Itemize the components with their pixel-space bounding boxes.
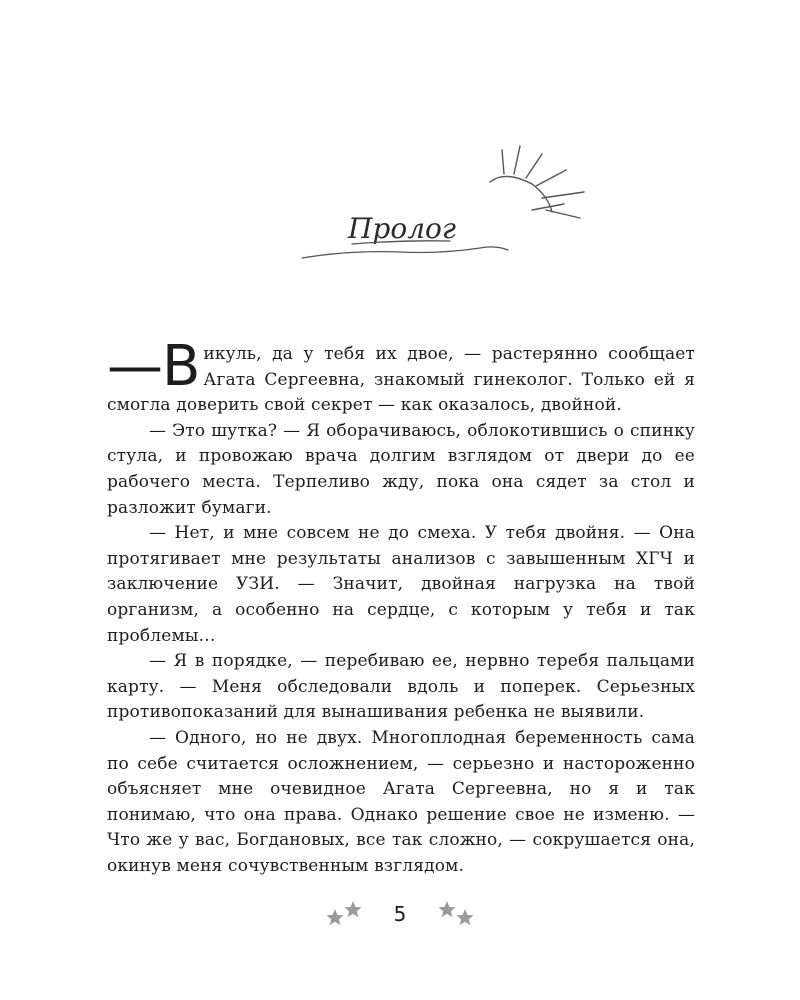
paragraph bbox=[107, 334, 695, 419]
star-icon bbox=[326, 909, 343, 925]
page-footer bbox=[0, 896, 800, 932]
drop-cap: —В bbox=[107, 334, 200, 399]
left-star-ornament bbox=[323, 899, 367, 929]
sun-rays-icon bbox=[490, 146, 584, 218]
paragraph: — Я в порядке, — перебиваю ее, нервно теребя пальцами карту. — Меня обследовали вдоль и поперек. Серьезных противопоказаний для вынашивания ребенка не выявили. bbox=[107, 651, 695, 723]
paragraph: — Нет, и мне совсем не до смеха. У тебя двойня. — Она протягивает мне результаты анализов с завышенным ХГЧ и заключение УЗИ. — Значит, двойная нагрузка на твой организм, а особенно на сердце, с которым у тебя и так проблемы… bbox=[107, 523, 695, 646]
star-icon bbox=[439, 901, 456, 917]
page-number: 5 bbox=[393, 902, 407, 926]
paragraph-text: икуль, да у тебя их двое, — растерянно сообщает Агата Сергеевна, знакомый гинеколог. Только ей я смогла доверить свой секрет — как оказалось, двойной. bbox=[107, 344, 695, 416]
right-star-ornament bbox=[433, 899, 477, 929]
chapter-heading bbox=[290, 140, 600, 270]
paragraph: — Это шутка? — Я оборачиваюсь, облокотившись о спинку стула, и провожаю врача долгим взглядом от двери до ее рабочего места. Терпеливо жду, пока она сядет за стол и разложит бумаги. bbox=[107, 420, 695, 518]
chapter-title: Пролог bbox=[348, 212, 457, 245]
star-icon bbox=[457, 909, 474, 925]
chapter-heading-ornament bbox=[290, 140, 600, 270]
chapter-body bbox=[107, 334, 695, 879]
paragraph: — Одного, но не двух. Многоплодная беременность сама по себе считается осложнением, — серьезно и настороженно объясняет мне очевидное Агата Сергеевна, но я и так понимаю, что она права. Однако решение свое не изменю. — Что же у вас, Богдановых, все так сложно, — сокрушается она, окинув меня сочувственным взглядом. bbox=[107, 727, 695, 876]
star-icon bbox=[344, 901, 361, 917]
